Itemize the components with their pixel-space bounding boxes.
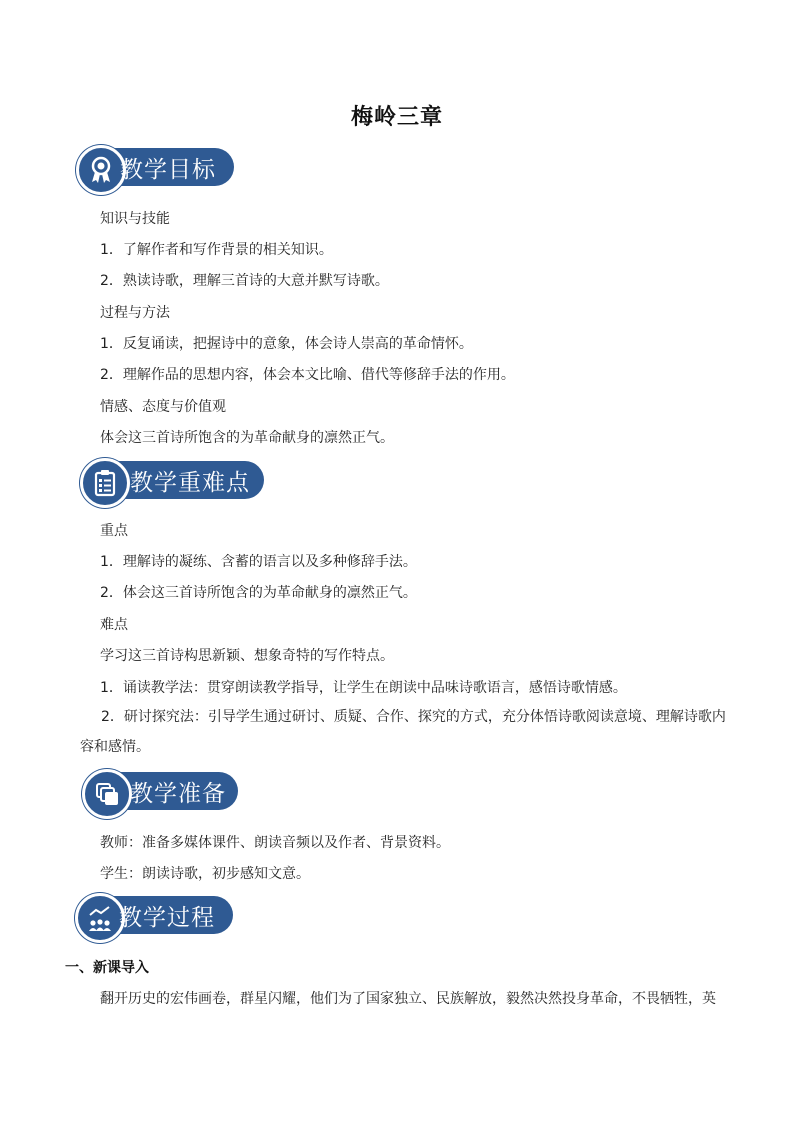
banner-label: 教学目标: [120, 157, 216, 183]
subheading-knowledge: 知识与技能: [100, 211, 170, 227]
goal-item: 2．熟读诗歌，理解三首诗的大意并默写诗歌。: [100, 273, 389, 289]
banner-key-difficult-points: [80, 461, 266, 501]
prep-teacher: 教师：准备多媒体课件、朗读音频以及作者、背景资料。: [100, 835, 450, 851]
goal-item: 2．理解作品的思想内容，体会本文比喻、借代等修辞手法的作用。: [100, 367, 515, 383]
keypoint-item: 1．诵读教学法：贯穿朗读教学指导，让学生在朗读中品味诗歌语言，感悟诗歌情感。: [100, 680, 627, 696]
banner-label: 教学过程: [119, 905, 215, 931]
subheading-key: 重点: [100, 523, 128, 539]
banner-teaching-goals: [76, 148, 234, 188]
banner-teaching-process: [75, 896, 235, 936]
team-chart-icon: [75, 893, 125, 943]
award-icon: [76, 145, 126, 195]
subheading-process-method: 过程与方法: [100, 305, 170, 321]
banner-label: 教学准备: [130, 781, 226, 807]
layers-icon: [82, 769, 132, 819]
banner-teaching-prep: [82, 772, 242, 812]
section-heading-intro: 一、新课导入: [65, 960, 149, 976]
keypoint-item: 学习这三首诗构思新颖、想象奇特的写作特点。: [100, 648, 394, 664]
keypoint-item: 1．理解诗的凝练、含蓄的语言以及多种修辞手法。: [100, 554, 417, 570]
page-title: 梅岭三章: [350, 105, 443, 130]
subheading-difficult: 难点: [100, 617, 128, 633]
prep-student: 学生：朗读诗歌，初步感知文意。: [100, 866, 310, 882]
goal-item: 1．了解作者和写作背景的相关知识。: [100, 242, 333, 258]
goal-item: 1．反复诵读，把握诗中的意象，体会诗人崇高的革命情怀。: [100, 336, 473, 352]
keypoint-item: 2．研讨探究法：引导学生通过研讨、质疑、合作、探究的方式，充分体悟诗歌阅读意境、理解诗歌内容和感情。: [80, 709, 726, 755]
banner-label: 教学重难点: [130, 470, 250, 496]
keypoint-item: 2．体会这三首诗所饱含的为革命献身的凛然正气。: [100, 585, 417, 601]
subheading-emotion: 情感、态度与价值观: [100, 399, 226, 415]
clipboard-checklist-icon: [80, 458, 130, 508]
goal-item: 体会这三首诗所饱含的为革命献身的凛然正气。: [100, 430, 394, 446]
paragraph: 翻开历史的宏伟画卷，群星闪耀，他们为了国家独立、民族解放，毅然决然投身革命，不畏牺牲，英: [100, 991, 716, 1007]
